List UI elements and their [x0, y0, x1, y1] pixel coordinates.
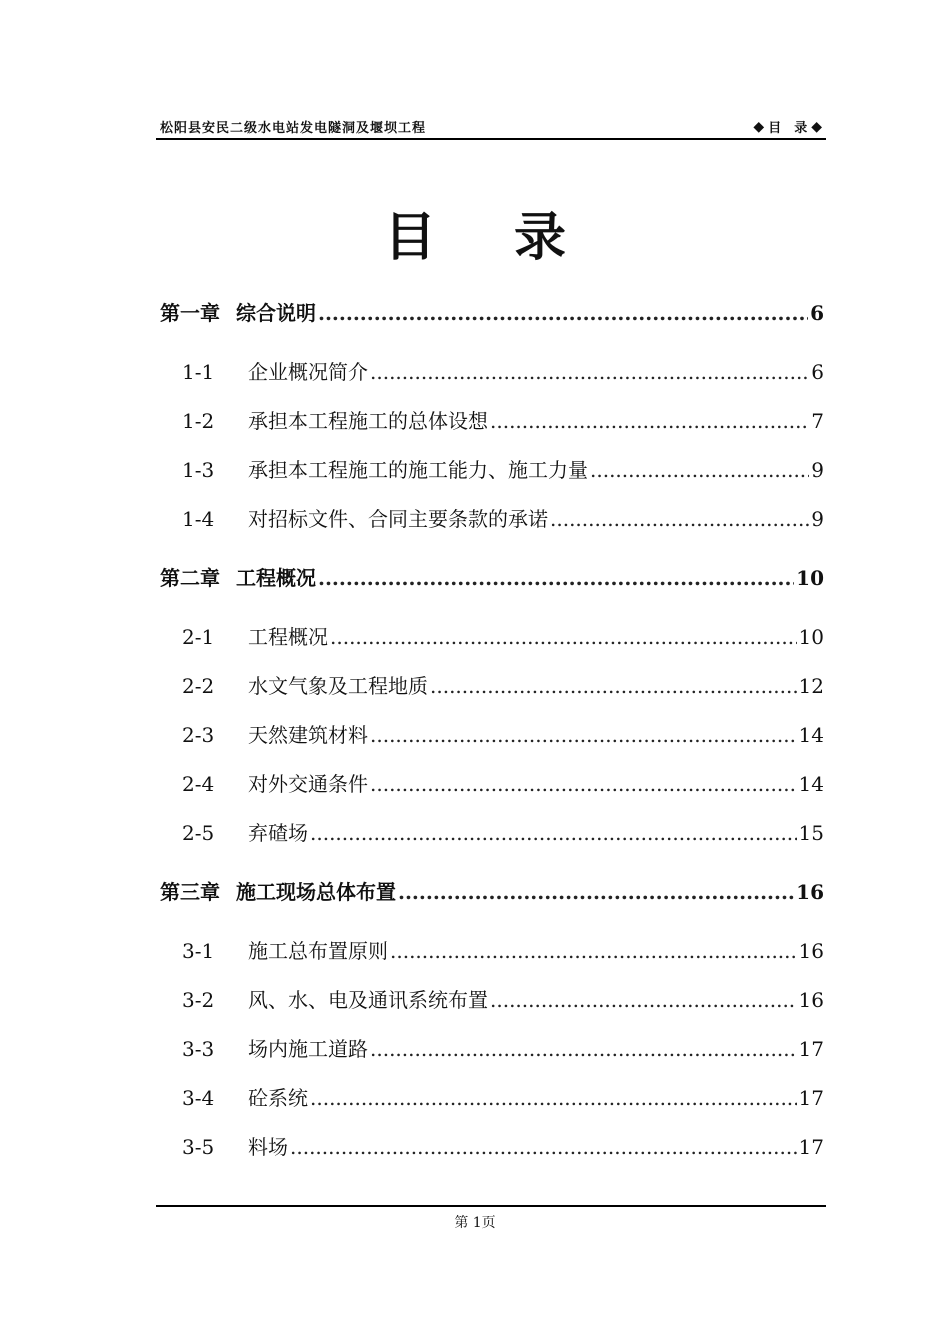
toc-leader-dots: [490, 407, 809, 435]
toc-entry-title: 企业概况简介: [248, 360, 368, 384]
toc-entry-title: 施工现场总体布置: [236, 880, 396, 904]
toc-leader-dots: [550, 505, 809, 533]
toc-entry-title: 对招标文件、合同主要条款的承诺: [248, 507, 548, 531]
toc-entry-number: 3-1: [182, 939, 215, 963]
toc-entry-title: 承担本工程施工的总体设想: [248, 409, 488, 433]
toc-leader-dots: [310, 819, 797, 847]
toc-entry-page: 14: [798, 723, 824, 747]
toc-entry-number: 3-5: [182, 1135, 215, 1159]
toc-entry-page: 15: [798, 821, 824, 845]
toc-entry-number: 2-5: [182, 821, 215, 845]
diamond-icon: ◆: [811, 118, 822, 135]
toc-entry-number: 3-2: [182, 988, 215, 1012]
toc-entry[interactable]: [160, 1131, 824, 1161]
toc-leader-dots: [398, 878, 794, 906]
toc-entry[interactable]: [160, 719, 824, 749]
toc-entry-page: 10: [796, 566, 824, 590]
toc-entry-page: 9: [811, 507, 824, 531]
toc-entry-title: 料场: [248, 1135, 288, 1159]
toc-entry-title: 工程概况: [248, 625, 328, 649]
toc-entry-number: 3-4: [182, 1086, 215, 1110]
toc-entry-title: 工程概况: [236, 566, 316, 590]
toc-entry-page: 7: [811, 409, 824, 433]
section-label-group: [753, 117, 822, 136]
toc-entry-page: 9: [811, 458, 824, 482]
toc-entry-title: 水文气象及工程地质: [248, 674, 428, 698]
diamond-icon: ◆: [753, 118, 765, 135]
toc-leader-dots: [318, 564, 794, 592]
toc-entry-number: 第三章: [160, 880, 220, 904]
section-label: 目 录: [768, 121, 808, 136]
toc-entry-number: 1-1: [182, 360, 215, 384]
toc-entry[interactable]: [160, 1082, 824, 1112]
toc-leader-dots: [310, 1084, 797, 1112]
toc-leader-dots: [490, 986, 797, 1014]
toc-leader-dots: [370, 1035, 797, 1063]
toc-entry-page: 16: [796, 880, 824, 904]
toc-entry[interactable]: [160, 876, 824, 906]
toc-entry[interactable]: [160, 562, 824, 592]
toc-leader-dots: [330, 623, 797, 651]
toc-entry-page: 17: [798, 1135, 824, 1159]
toc-leader-dots: [370, 770, 797, 798]
toc-entry-page: 16: [798, 939, 824, 963]
toc-entry-number: 1-4: [182, 507, 215, 531]
toc-entry-title: 综合说明: [236, 301, 316, 325]
toc-entry[interactable]: [160, 297, 824, 327]
toc-entry-number: 1-2: [182, 409, 215, 433]
toc-entry-page: 12: [798, 674, 824, 698]
toc-entry[interactable]: [160, 670, 824, 700]
toc-leader-dots: [430, 672, 797, 700]
toc-entry[interactable]: [160, 935, 824, 965]
toc-entry-page: 6: [810, 301, 824, 325]
page-footer-rule: [156, 1205, 826, 1207]
toc-entry-number: 第二章: [160, 566, 220, 590]
toc-entry-number: 2-3: [182, 723, 215, 747]
toc-entry[interactable]: [160, 454, 824, 484]
page-header: [156, 112, 826, 140]
toc-entry-title: 场内施工道路: [248, 1037, 368, 1061]
project-title: 松阳县安民二级水电站发电隧洞及堰坝工程: [160, 121, 427, 136]
toc-entry[interactable]: [160, 356, 824, 386]
toc-entry-page: 17: [798, 1037, 824, 1061]
toc-entry[interactable]: [160, 1033, 824, 1063]
toc-entry-title: 风、水、电及通讯系统布置: [248, 988, 488, 1012]
toc-entry[interactable]: [160, 768, 824, 798]
toc-entry-title: 弃碴场: [248, 821, 308, 845]
toc-entry-number: 1-3: [182, 458, 215, 482]
toc-entry[interactable]: [160, 817, 824, 847]
toc-leader-dots: [590, 456, 809, 484]
toc-entry-title: 施工总布置原则: [248, 939, 388, 963]
toc-entry[interactable]: [160, 503, 824, 533]
toc-leader-dots: [370, 721, 797, 749]
toc-leader-dots: [390, 937, 797, 965]
toc-entry-page: 14: [798, 772, 824, 796]
toc-entry-number: 2-2: [182, 674, 215, 698]
page-title: 目录: [383, 207, 644, 268]
toc-entry-title: 砼系统: [248, 1086, 308, 1110]
toc-entry-page: 17: [798, 1086, 824, 1110]
toc-entry-number: 第一章: [160, 301, 220, 325]
page-number: 第 1页: [454, 1215, 496, 1231]
toc-entry-title: 天然建筑材料: [248, 723, 368, 747]
toc-entry-page: 16: [798, 988, 824, 1012]
toc-leader-dots: [370, 358, 809, 386]
toc-entry-page: 10: [798, 625, 824, 649]
toc-entry-number: 2-4: [182, 772, 215, 796]
toc-entry[interactable]: [160, 621, 824, 651]
toc-entry-title: 承担本工程施工的施工能力、施工力量: [248, 458, 588, 482]
toc-entry-number: 2-1: [182, 625, 215, 649]
toc-entry-title: 对外交通条件: [248, 772, 368, 796]
toc-entry[interactable]: [160, 984, 824, 1014]
toc-entry-number: 3-3: [182, 1037, 215, 1061]
toc-leader-dots: [290, 1133, 797, 1161]
toc-entry-page: 6: [811, 360, 824, 384]
toc-entry[interactable]: [160, 405, 824, 435]
toc-leader-dots: [318, 299, 808, 327]
